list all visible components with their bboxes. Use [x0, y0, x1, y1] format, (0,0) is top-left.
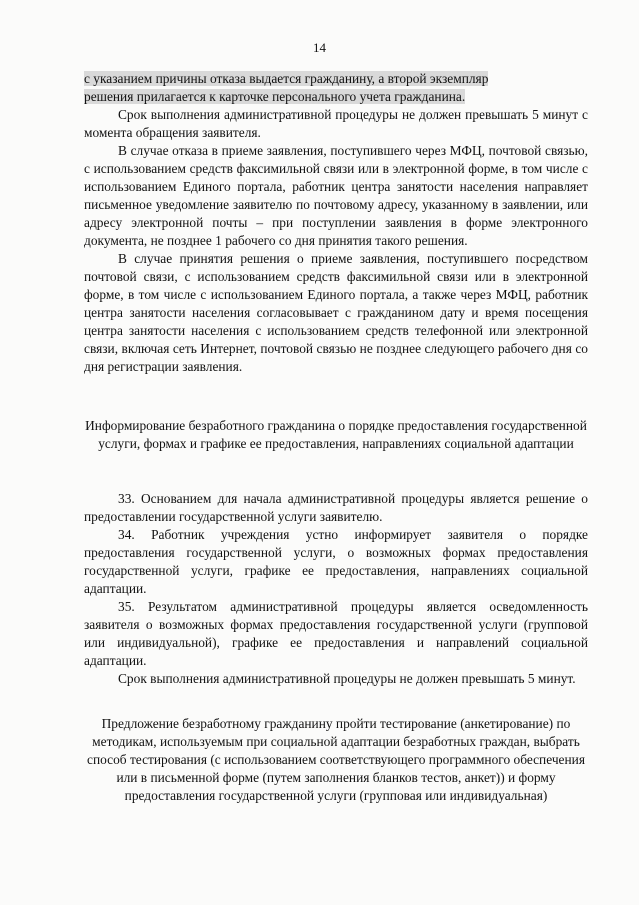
text-block-informing — [84, 490, 588, 688]
paragraph-35: 35. Результатом административной процедуры является осведомленность заявителя о возможных формах предоставления государственной услуги (групповой или индивидуальной), графике ее предоставления и направлений социальной адаптации. — [84, 599, 588, 668]
highlighted-line-2: решения прилагается к карточке персонального учета гражданина. — [84, 89, 466, 104]
paragraph-continuation — [84, 70, 588, 106]
section-heading-informing: Информирование безработного гражданина о порядке предоставления государственной услуги, формах и графике ее предоставления, направлениях социальной адаптации — [85, 418, 587, 451]
page-number: 14 — [313, 40, 326, 55]
highlighted-line-1: с указанием причины отказа выдается гражданину, а второй экземпляр — [84, 71, 489, 86]
paragraph-34: 34. Работник учреждения устно информирует заявителя о порядке предоставления государственной услуги, о возможных формах предоставления государственной услуги, графике ее предоставления, направлениях социальной адаптации. — [84, 527, 588, 596]
paragraph-refusal-notice: В случае отказа в приеме заявления, поступившего через МФЦ, почтовой связью, с использованием средств факсимильной связи или в электронной форме, в том числе с использованием Единого портала, работник центра занятости населения направляет письменное уведомление заявителю по почтовому адресу, указанному в заявлении, или адресу электронной почты – при поступлении заявления в форме электронного документа, не позднее 1 рабочего со дня принятия такого решения. — [84, 143, 588, 248]
paragraph-acceptance: В случае принятия решения о приеме заявления, поступившего посредством почтовой связи, с использованием средств факсимильной связи или в электронной форме, в том числе с использованием Единого портала, а также через МФЦ, работник центра занятости населения согласовывает с гражданином дату и время посещения центра занятости населения с использованием средств телефонной или электронной связи, включая сеть Интернет, почтовой связью не позднее следующего рабочего дня со дня регистрации заявления. — [84, 251, 588, 374]
section-heading-testing: Предложение безработному гражданину пройти тестирование (анкетирование) по методикам, используемым при социальной адаптации безработных граждан, выбрать способ тестирования (с использованием соответствующего программного обеспечения или в письменной форме (путем заполнения бланков тестов, анкет)) и форму предоставления государственной услуги (групповая или индивидуальная) — [87, 716, 585, 803]
text-block-refusal — [84, 70, 588, 376]
paragraph-33: 33. Основанием для начала административной процедуры является решение о предоставлении государственной услуги заявителю. — [84, 491, 588, 524]
paragraph-term: Срок выполнения административной процедуры не должен превышать 5 минут. — [118, 671, 576, 686]
paragraph-processing-time: Срок выполнения административной процедуры не должен превышать 5 минут с момента обращения заявителя. — [84, 107, 588, 140]
